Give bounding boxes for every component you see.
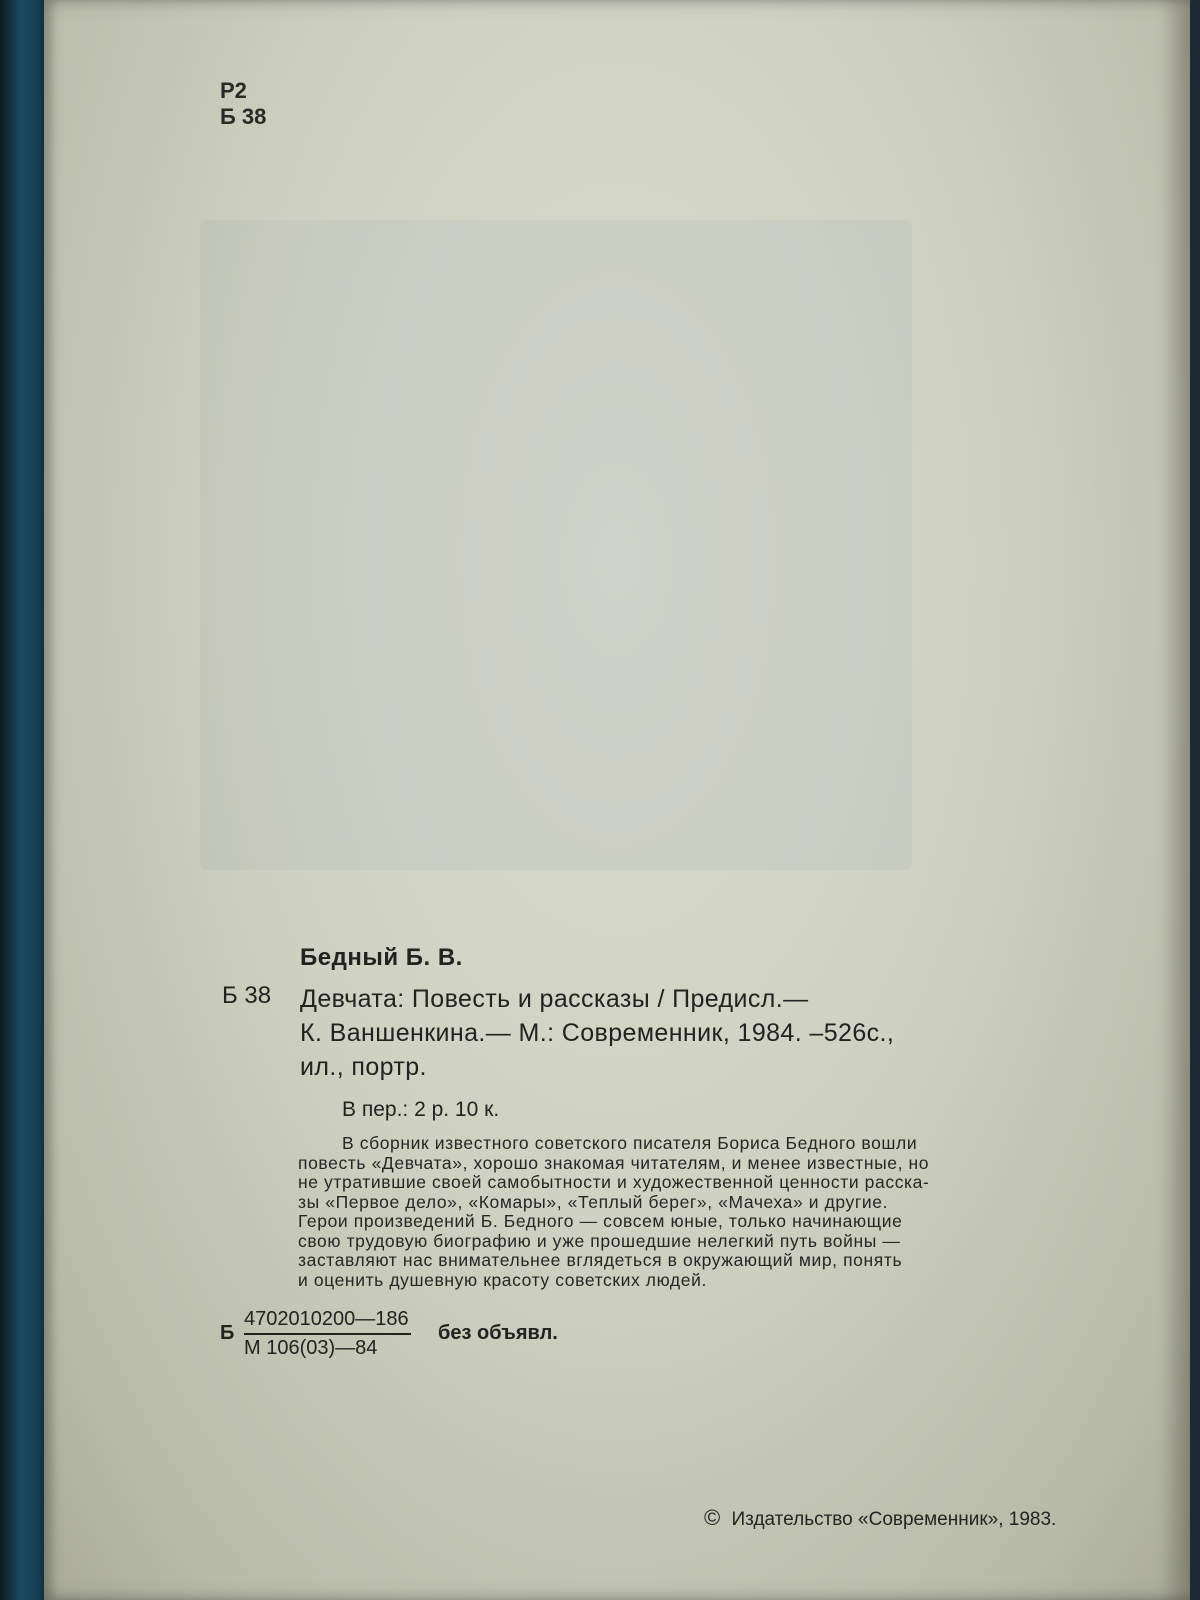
classification-code [220,78,266,130]
annotation-line: повесть «Девчата», хорошо знакомая читателям, и менее известные, но [298,1152,930,1173]
publication-code-fraction [244,1308,411,1360]
annotation-line: не утратившие своей самобытности и художественной ценности расска- [298,1172,930,1192]
annotation-line: свою трудовую биографию и уже прошедшие нелегкий путь войны — [298,1230,901,1251]
author-heading: Бедный Б. В. [300,944,463,971]
classification-line-1: Р2 [220,78,247,103]
annotation-line: и оценить душевную красоту советских людей. [298,1269,707,1290]
publication-code-denominator: М 106(03)—84 [244,1337,378,1359]
bib-line-1: Девчата: Повесть и рассказы / Предисл.— [300,985,809,1013]
bib-line-2: К. Ваншенкина.— М.: Современник, 1984. –526с., [300,1019,895,1047]
annotation-line: заставляют нас внимательнее вглядеться в окружающий мир, понять [298,1250,903,1270]
publication-code-letter: Б [220,1322,235,1344]
copyright-icon: © [704,1505,721,1530]
bleed-through-illustration [200,220,912,870]
copyright-text: Издательство «Современник», 1983. [731,1509,1057,1530]
bibliographic-description [300,982,1100,1084]
publication-code-numerator: 4702010200—186 [244,1308,411,1335]
annotation-line: Герои произведений Б. Бедного — совсем юные, только начинающие [298,1211,903,1231]
classification-line-2: Б 38 [220,104,267,129]
annotation-line: зы «Первое дело», «Комары», «Теплый берег», «Мачеха» и другие. [298,1191,889,1212]
price-line: В пер.: 2 р. 10 к. [342,1098,500,1121]
page-edge-shadow [1160,0,1190,1600]
annotation-paragraph [298,1134,1108,1290]
book-page [44,0,1190,1600]
publication-code-note: без объявл. [438,1322,558,1344]
catalog-code: Б 38 [222,982,272,1009]
book-spine [0,0,48,1600]
copyright-line [704,1505,1056,1531]
annotation-line: В сборник известного советского писателя Бориса Бедного вошли [342,1133,918,1153]
bib-line-3: ил., портр. [300,1053,427,1081]
